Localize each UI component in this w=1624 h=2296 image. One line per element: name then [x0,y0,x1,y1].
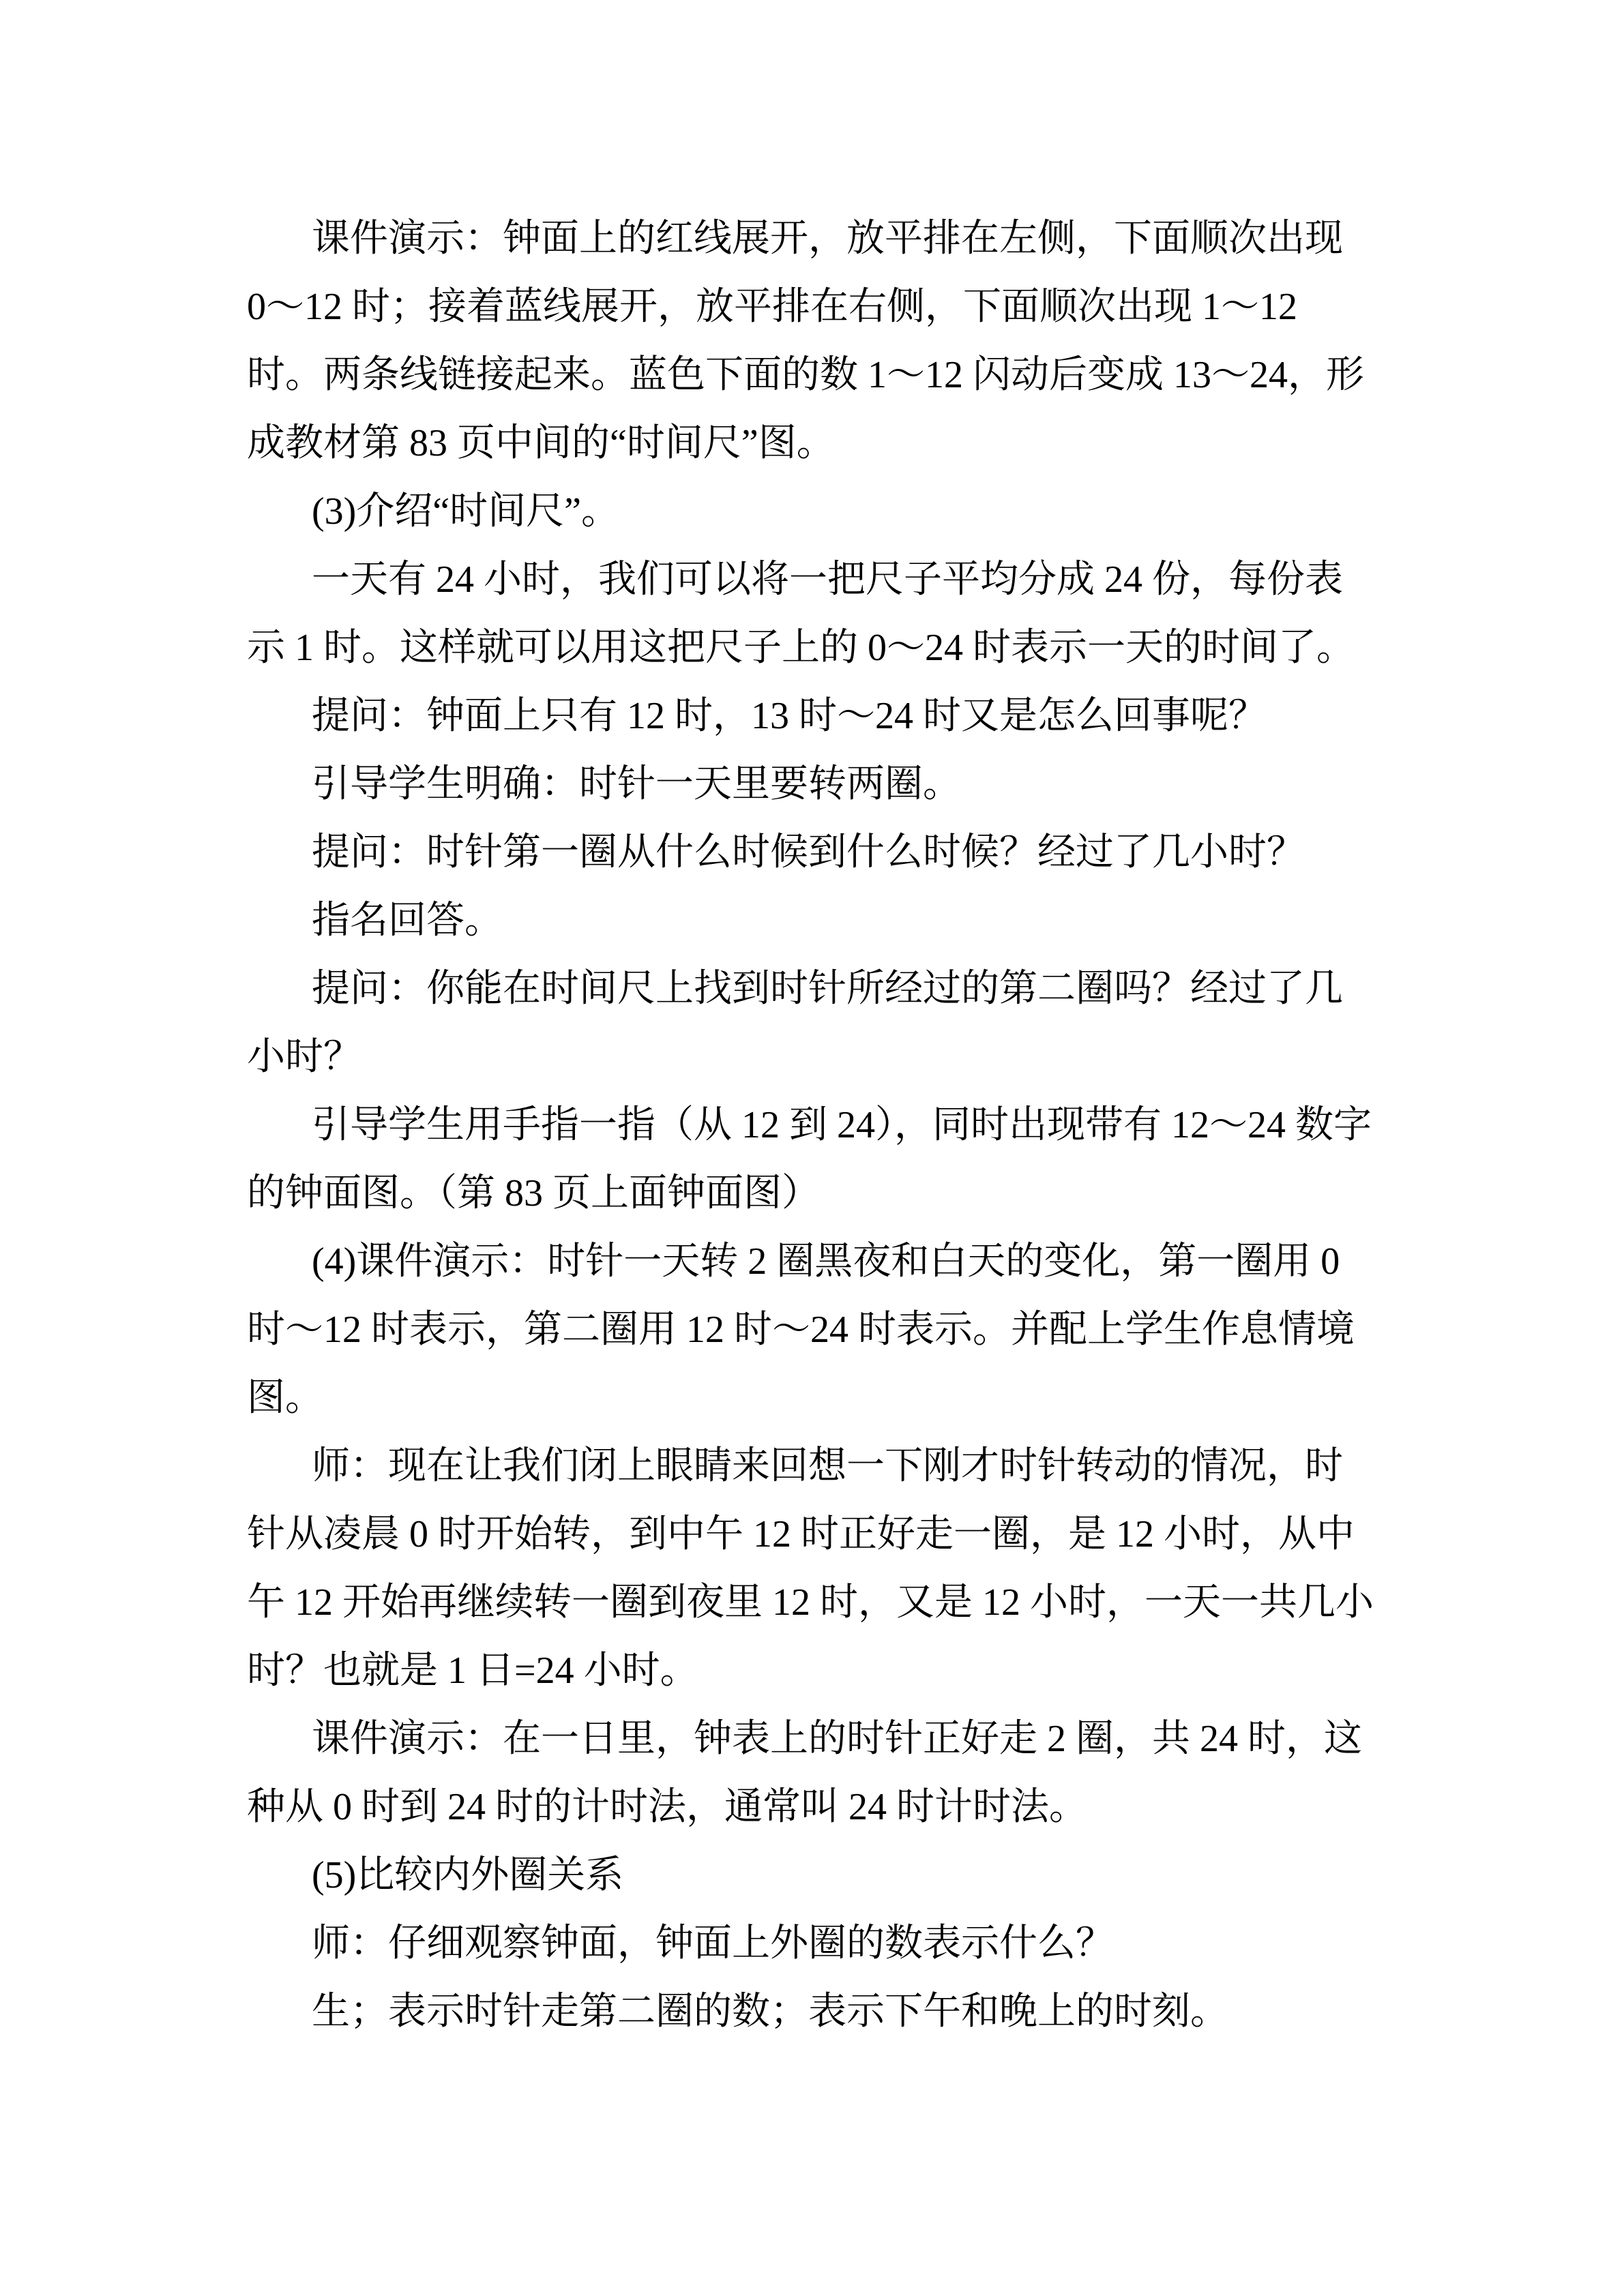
text-line: 师：仔细观察钟面，钟面上外圈的数表示什么？ [312,1922,1114,1965]
text-line: 师：现在让我们闭上眼睛来回想一下刚才时针转动的情况，时 [312,1445,1343,1487]
text-line: 时？也就是 1 日=24 小时。 [247,1650,698,1692]
text-line: 午 12 开始再继续转一圈到夜里 12 时，又是 12 小时，一天一共几小 [247,1581,1374,1624]
text-line: 示 1 时。这样就可以用这把尺子上的 0～24 时表示一天的时间了。 [247,627,1355,669]
text-line: 种从 0 时到 24 时的计时法，通常叫 24 时计时法。 [247,1786,1087,1828]
text-line: 成教材第 83 页中间的“时间尺”图。 [247,422,835,464]
text-line: 生；表示时针走第二圈的数；表示下午和晚上的时刻。 [312,1991,1228,2033]
text-line: 课件演示：在一日里，钟表上的时针正好走 2 圈，共 24 时，这 [312,1718,1362,1760]
text-line: 0～12 时；接着蓝线展开，放平排在右侧，下面顺次出现 1～12 [247,286,1297,328]
text-line: 提问：时针第一圈从什么时候到什么时候？经过了几小时？ [312,831,1305,874]
text-line: 提问：钟面上只有 12 时，13 时～24 时又是怎么回事呢？ [312,695,1267,737]
text-line: 提问：你能在时间尺上找到时针所经过的第二圈吗？经过了几 [312,968,1343,1010]
text-line: 时。两条线链接起来。蓝色下面的数 1～12 闪动后变成 13～24，形 [247,354,1364,396]
text-line: 的钟面图。（第 83 页上面钟面图） [247,1172,820,1214]
text-line: (4)课件演示：时针一天转 2 圈黑夜和白天的变化，第一圈用 0 [312,1240,1340,1283]
text-line: 引导学生用手指一指（从 12 到 24），同时出现带有 12～24 数字 [312,1104,1372,1146]
text-line: 引导学生明确：时针一天里要转两圈。 [312,763,961,805]
text-line: 指名回答。 [312,899,503,942]
text-line: 小时？ [247,1036,361,1078]
text-line: (3)介绍“时间尺”。 [312,490,620,533]
text-line: 一天有 24 小时，我们可以将一把尺子平均分成 24 份，每份表 [312,558,1343,601]
text-line: (5)比较内外圈关系 [312,1854,624,1896]
text-line: 针从凌晨 0 时开始转，到中午 12 时正好走一圈，是 12 小时，从中 [247,1513,1355,1555]
text-line: 课件演示：钟面上的红线展开，放平排在左侧，下面顺次出现 [312,218,1343,260]
document-body [247,205,1447,2046]
text-line: 时～12 时表示，第二圈用 12 时～24 时表示。并配上学生作息情境 [247,1309,1355,1351]
text-line: 图。 [247,1377,323,1419]
